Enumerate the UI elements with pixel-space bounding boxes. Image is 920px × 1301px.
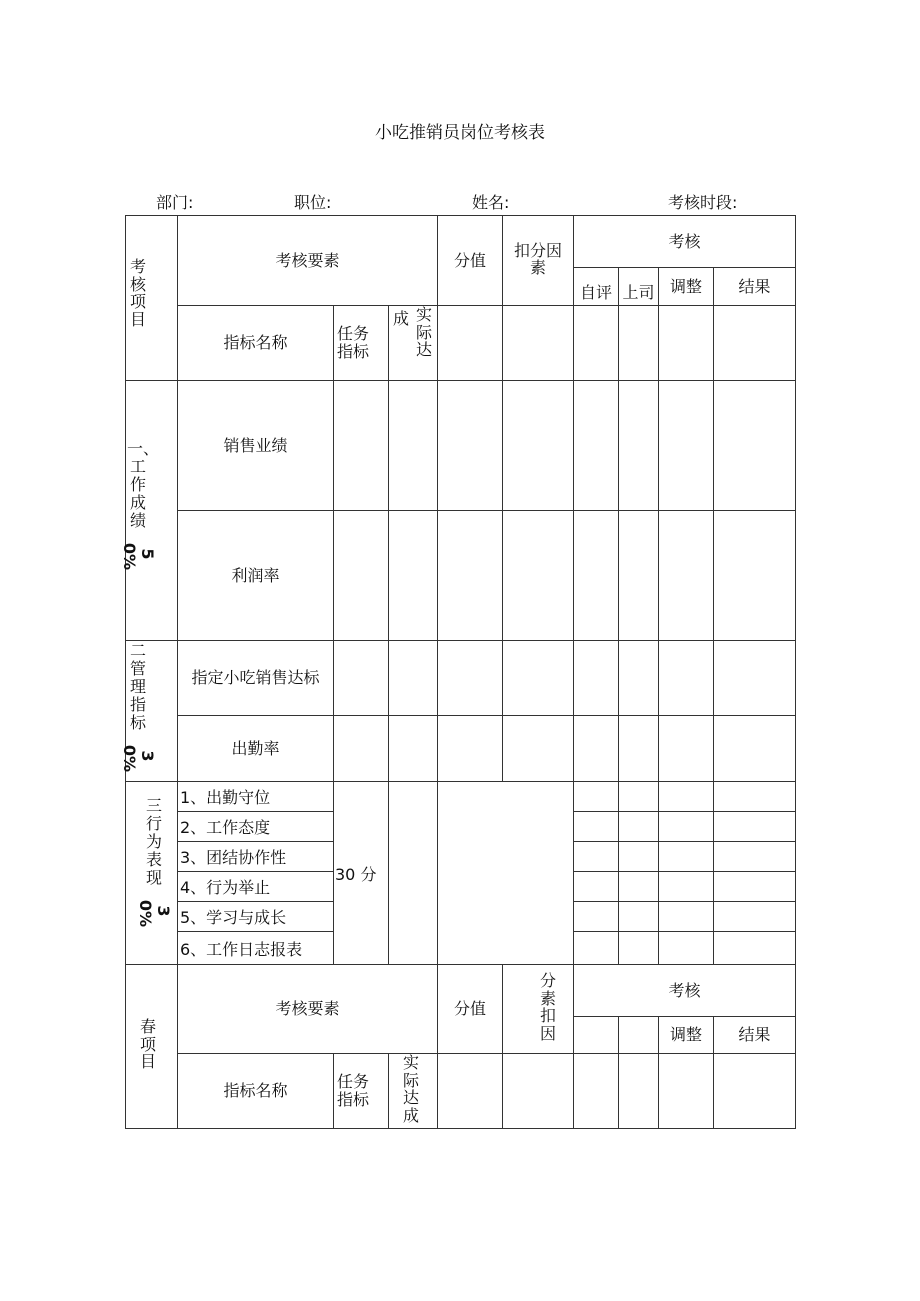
behavior-item: 5、学习与成长	[180, 908, 287, 927]
section1-pct: 50%	[120, 542, 157, 570]
section1-text: 一、工作成绩	[127, 439, 160, 530]
section2-label	[120, 641, 157, 773]
snack-target-row-label: 指定小吃销售达标	[191, 668, 320, 688]
deduct-header-2: 分素扣因	[540, 971, 557, 1043]
adjust-header-2: 调整	[669, 1025, 702, 1045]
page-title: 小吃推销员岗位考核表	[375, 123, 545, 143]
deduct-header: 扣分因素	[513, 241, 562, 277]
behavior-item: 6、工作日志报表	[180, 939, 303, 959]
assess-header-2: 考核	[668, 980, 701, 1000]
item-header: 考核项目	[130, 257, 147, 329]
actual-header-2: 实际达成	[403, 1053, 420, 1125]
task-header-2: 任务指标	[336, 1072, 369, 1109]
behavior-item: 1、出勤守位	[180, 788, 271, 807]
section3-label	[136, 796, 173, 928]
boss-eval-header: 上司	[622, 283, 655, 303]
section2-text: 二管理指标	[129, 641, 146, 732]
result-header: 结果	[738, 276, 771, 296]
behavior-item: 4、行为举止	[180, 878, 271, 897]
period-label: 考核时段:	[668, 193, 738, 212]
section1-label	[120, 439, 160, 571]
result-header-2: 结果	[738, 1025, 771, 1045]
section3-pct: 30%	[136, 899, 173, 927]
actual-header-a: 成	[393, 309, 410, 328]
item-header-2: 春项目	[140, 1017, 157, 1072]
section2-pct: 30%	[120, 744, 157, 772]
elements-header-2: 考核要素	[275, 999, 340, 1019]
self-eval-header: 自评	[579, 283, 612, 303]
sales-row-label: 销售业绩	[223, 435, 288, 455]
score-header: 分值	[453, 250, 486, 270]
profit-row-label: 利润率	[231, 565, 280, 585]
behavior-item: 3、团结协作性	[180, 848, 287, 867]
name-label: 姓名:	[472, 193, 510, 212]
actual-header-b: 实际达	[416, 305, 433, 360]
indicator-header-2: 指标名称	[223, 1081, 288, 1101]
dept-label: 部门:	[156, 193, 194, 212]
assess-header: 考核	[668, 231, 701, 251]
behavior-item: 2、工作态度	[180, 818, 271, 837]
task-header: 任务指标	[336, 324, 369, 361]
behavior-score: 30 分	[335, 864, 377, 884]
score-header-2: 分值	[453, 999, 486, 1019]
section3-text: 三行为表现	[145, 796, 162, 887]
attendance-row-label: 出勤率	[231, 738, 280, 758]
indicator-header: 指标名称	[223, 333, 288, 353]
position-label: 职位:	[294, 193, 332, 212]
elements-header: 考核要素	[275, 250, 340, 270]
adjust-header: 调整	[669, 276, 702, 296]
